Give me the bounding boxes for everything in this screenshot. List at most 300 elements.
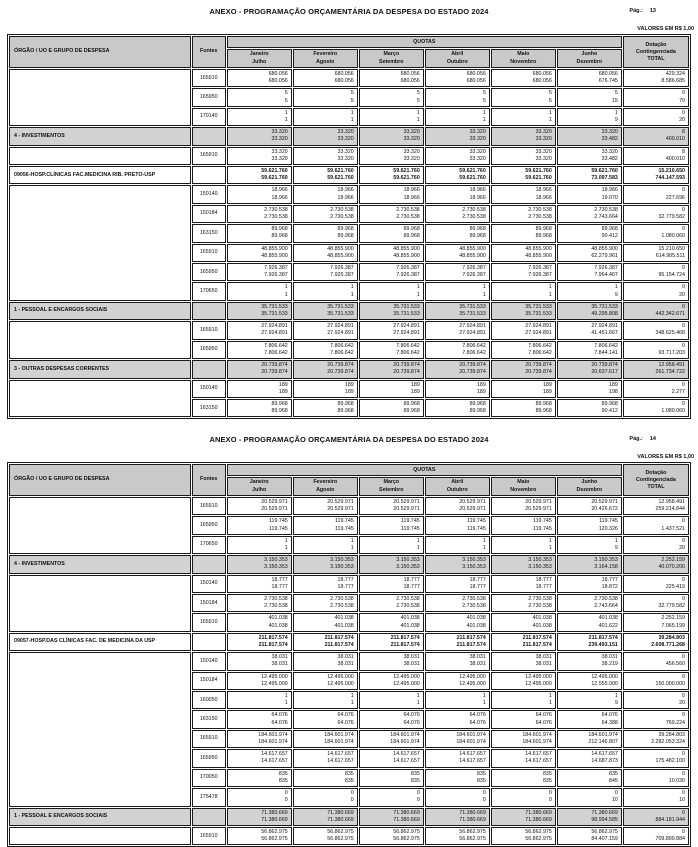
quota-cell [491,360,556,378]
quota-cell [557,166,622,184]
quota-cell [425,108,490,126]
quota-cell [557,516,622,534]
value-line-2: 20 [679,291,685,298]
value-line-2: 14.617.657 [393,758,420,765]
value-line-2: 90.412 [601,233,618,240]
total-cell [623,516,689,534]
value-line-1: 2.730.538 [528,596,552,603]
value-line-2: 1 [284,291,288,298]
report-page-13 [0,0,698,419]
value-line-2: 59.621.760 [393,175,420,182]
value-line-2: 18.966 [403,194,420,201]
value-line-2: 1 [548,545,552,552]
table-row [9,185,689,203]
value-line-1: 835 [344,770,354,777]
value-line-1: 27.924.891 [525,323,552,330]
budget-table [7,462,691,847]
value-line-1: 15.210.650 [658,168,685,175]
value-line-1: 211.817.574 [258,634,288,641]
row-label-empty [9,69,191,126]
value-line-2: 49.295.808 [591,311,618,318]
value-line-1: 14.617.657 [327,751,354,758]
value-line-1: 835 [542,770,552,777]
value-line-1: 2.730.538 [330,206,354,213]
quota-cell [425,594,490,612]
value-line-1: 7.926.387 [330,265,354,272]
total-cell [623,69,689,87]
value-line-2: 89.968 [469,233,486,240]
value-line-2: 261.734.722 [655,369,685,376]
value-line-2: 1 [416,291,420,298]
value-line-1: 0 [614,790,618,797]
value-line-2: 18.966 [469,194,486,201]
value-line-1: 0 [682,596,685,603]
value-line-1: 89.968 [469,400,486,407]
value-line-1: 189 [278,381,288,388]
fonte-code: 150140 [192,575,226,593]
quota-cell [425,652,490,670]
row-label-empty [9,321,191,359]
quota-cell [227,516,292,534]
column-header-fontes: Fontes [192,36,226,68]
value-line-1: 119.745 [533,518,552,525]
value-line-2: 18.777 [337,583,354,590]
value-line-1: 401.038 [598,615,618,622]
total-cell [623,127,689,145]
quota-cell [557,127,622,145]
value-line-2: 400.010 [665,155,685,162]
value-line-2: 3.150.353 [396,564,420,571]
value-line-1: 33.320 [403,148,420,155]
quota-cell [359,69,424,87]
value-line-1: 33.320 [469,129,486,136]
value-line-2: 59.621.760 [459,175,486,182]
column-header-quotas: QUOTAS [227,464,622,476]
value-line-2: 442.342.671 [655,311,685,318]
total-cell [623,613,689,631]
value-line-1: 0 [682,654,685,661]
value-line-2: 32.779.582 [658,603,685,610]
quota-cell [293,205,358,223]
quota-cell [557,594,622,612]
quota-cell [293,730,358,748]
value-line-2: 33.320 [337,155,354,162]
value-line-1: 89.968 [403,226,420,233]
value-line-1: 2.730.538 [594,596,618,603]
value-line-1: 0 [682,381,685,388]
value-line-1: 680.056 [598,71,618,77]
quota-cell [227,749,292,767]
value-line-2: 211.817.574 [456,642,486,649]
fonte-code [192,360,226,378]
quota-cell [359,769,424,787]
value-line-1: 56.862.975 [327,828,354,835]
quota-cell [359,282,424,300]
quota-cell [293,341,358,359]
quota-cell [491,594,556,612]
fonte-code: 165910 [192,497,226,515]
value-line-1: 27.924.891 [327,323,354,330]
total-cell [623,555,689,573]
value-line-2: 71.380.669 [393,816,420,823]
value-line-2: 7.964.467 [594,272,618,279]
total-cell [623,205,689,223]
quota-cell [491,108,556,126]
value-line-1: 835 [278,770,288,777]
value-line-1: 33.320 [601,129,618,136]
value-line-2: 2.730.538 [264,214,288,221]
total-cell [623,282,689,300]
quota-cell [491,710,556,728]
quota-cell [425,575,490,593]
quota-cell [557,244,622,262]
value-line-1: 38.031 [337,654,354,661]
value-line-2: 680.056 [532,78,552,85]
value-line-2: 150.000.000 [655,680,685,687]
value-line-2: 33.320 [535,136,552,143]
value-line-1: 59.621.760 [261,168,288,175]
quota-cell [557,321,622,339]
quota-cell [359,749,424,767]
value-line-1: 71.380.669 [525,809,552,816]
column-header-month-3: Março Setembro [359,49,424,68]
value-line-1: 211.817.574 [390,634,420,641]
total-cell [623,302,689,320]
quota-cell [557,399,622,417]
column-header-month-5: Maio Novembro [491,49,556,68]
value-line-2: 33.320 [403,155,420,162]
quota-cell [491,88,556,106]
total-cell [623,360,689,378]
row-label-empty [9,652,191,806]
value-line-1: 33.320 [271,129,288,136]
quota-cell [425,185,490,203]
quota-cell [227,808,292,826]
value-line-1: 0 [682,187,685,194]
budget-table [7,34,691,419]
value-line-1: 39.284.803 [658,634,685,641]
value-line-2: 20.637.617 [591,369,618,376]
quota-cell [557,730,622,748]
quota-cell [425,633,490,651]
value-line-2: 2.730.538 [462,214,486,221]
value-line-2: 1 [350,545,354,552]
value-line-1: 27.924.891 [261,323,288,330]
value-line-1: 1 [416,109,420,116]
quota-cell [359,788,424,806]
value-line-1: 56.862.975 [591,828,618,835]
quota-cell [491,788,556,806]
value-line-1: 0 [682,323,685,330]
quota-cell [293,672,358,690]
fonte-code: 165910 [192,827,226,845]
value-line-1: 3.150.353 [330,557,354,564]
value-line-2: 89.968 [337,233,354,240]
quota-cell [557,633,622,651]
fonte-code: 160050 [192,691,226,709]
quota-cell [491,224,556,242]
value-line-2: 32.779.582 [658,214,685,221]
value-line-2: 1 [416,117,420,124]
value-line-1: 1 [416,284,420,291]
value-line-1: 189 [476,381,486,388]
value-line-1: 3.150.353 [528,557,552,564]
value-line-2: 12.495.000 [327,680,354,687]
value-line-2: 20.739.874 [393,369,420,376]
value-line-1: 33.320 [337,148,354,155]
column-header-month-1: Janeiro Julho [227,477,292,496]
value-line-1: 20.529.971 [525,499,552,505]
fonte-code: 163150 [192,399,226,417]
value-line-2: 38.219 [601,661,618,668]
value-line-2: 1 [350,291,354,298]
total-cell [623,88,689,106]
value-line-1: 680.056 [532,71,552,77]
value-line-1: 89.968 [535,400,552,407]
quota-cell [359,516,424,534]
value-line-1: 20.529.971 [393,499,420,505]
value-line-1: 0 [682,712,685,719]
value-line-2: 9 [614,117,618,124]
value-line-2: 5 [416,97,420,104]
table-row [9,575,689,593]
quota-cell [425,282,490,300]
value-line-1: 20.739.874 [327,362,354,369]
quota-cell [557,224,622,242]
value-line-1: 1 [284,284,288,291]
value-line-2: 0 [416,797,420,804]
value-line-2: 189 [278,388,288,395]
quota-cell [557,205,622,223]
value-line-1: 48.855.900 [525,245,552,252]
quota-cell [293,769,358,787]
total-cell [623,263,689,281]
quota-cell [557,555,622,573]
value-line-2: 33.320 [403,136,420,143]
value-line-1: 89.968 [271,226,288,233]
quota-cell [293,321,358,339]
value-line-2: 56.862.975 [459,836,486,843]
fonte-code: 150140 [192,652,226,670]
column-header-month-4: Abril Outubro [425,477,490,496]
value-line-2: 401.622 [598,622,618,629]
value-line-1: 8 [682,148,685,155]
value-line-1: 20.529.971 [261,499,288,505]
value-line-2: 3.150.353 [528,564,552,571]
quota-cell [293,69,358,87]
total-cell [623,166,689,184]
value-line-1: 0 [682,751,685,758]
value-line-1: 1 [350,284,354,291]
value-line-2: 14.617.657 [525,758,552,765]
quota-cell [425,321,490,339]
value-line-1: 5 [614,90,618,97]
value-line-1: 401.038 [532,615,552,622]
value-line-1: 0 [682,284,685,291]
quota-cell [227,672,292,690]
quota-cell [293,710,358,728]
quota-cell [425,244,490,262]
value-line-1: 184.601.974 [522,731,552,738]
quota-cell [359,302,424,320]
quota-cell [557,88,622,106]
value-line-2: 89.968 [403,408,420,415]
quota-cell [491,575,556,593]
value-line-1: 14.617.657 [591,751,618,758]
value-line-1: 2.252.159 [661,557,685,564]
value-line-2: 0 [482,797,486,804]
quota-cell [293,127,358,145]
total-cell [623,594,689,612]
value-line-2: 12.555.000 [591,680,618,687]
quota-cell [359,108,424,126]
column-header-fontes: Fontes [192,464,226,496]
value-line-2: 18.966 [271,194,288,201]
value-line-1: 1 [482,693,486,700]
value-line-2: 5 [482,97,486,104]
quota-cell [359,341,424,359]
value-line-1: 33.320 [271,148,288,155]
value-line-1: 18.966 [535,187,552,194]
total-cell [623,769,689,787]
value-line-2: 89.968 [535,233,552,240]
value-line-2: 33.482 [601,136,618,143]
total-cell [623,185,689,203]
page-number-value: 14 [649,436,656,442]
value-line-2: 189 [476,388,486,395]
quota-cell [293,516,358,534]
value-line-2: 59.621.760 [525,175,552,182]
value-line-2: 20.529.971 [393,506,420,513]
total-cell [623,380,689,398]
value-line-1: 71.380.669 [459,809,486,816]
value-line-1: 1 [548,109,552,116]
row-label: 1 - PESSOAL E ENCARGOS SOCIAIS [9,302,191,320]
value-line-1: 7.926.387 [594,265,618,272]
value-line-1: 1 [614,537,618,544]
value-line-1: 1 [284,693,288,700]
value-line-1: 33.320 [601,148,618,155]
table-row [9,147,689,165]
quota-cell [491,652,556,670]
fonte-code: 163150 [192,710,226,728]
value-line-1: 59.621.760 [591,168,618,175]
value-line-2: 7.844.141 [594,349,618,356]
row-label: 1 - PESSOAL E ENCARGOS SOCIAIS [9,808,191,826]
value-line-1: 7.806.642 [594,342,618,349]
value-line-2: 2.743.664 [594,603,618,610]
value-line-2: 7.065.199 [661,622,685,629]
quota-cell [491,769,556,787]
quota-cell [425,749,490,767]
value-line-1: 0 [284,790,288,797]
value-line-2: 119.745 [467,525,486,532]
quota-cell [227,108,292,126]
value-line-1: 56.862.975 [459,828,486,835]
quota-cell [557,691,622,709]
table-row [9,127,689,145]
value-line-2: 7.926.387 [396,272,420,279]
currency-note: VALORES EM R$ 1,00 [637,454,694,460]
value-line-1: 12.495.000 [393,673,420,680]
value-line-1: 184.601.974 [456,731,486,738]
value-line-1: 14.617.657 [525,751,552,758]
value-line-2: 38.031 [535,661,552,668]
value-line-1: 0 [682,400,685,407]
value-line-1: 5 [416,90,420,97]
table-row [9,633,689,651]
value-line-1: 35.731.533 [459,303,486,310]
value-line-1: 184.601.974 [324,731,354,738]
quota-cell [557,827,622,845]
value-line-1: 0 [682,518,685,525]
fonte-code: 165950 [192,88,226,106]
quota-cell [557,749,622,767]
row-label: 09056-HOSP.CLÍNICAS FAC.MEDICINA RIB. PRETO-USP [9,166,191,184]
quota-cell [425,263,490,281]
value-line-2: 19.070 [601,194,618,201]
value-line-2: 835 [476,777,486,784]
quota-cell [293,360,358,378]
value-line-1: 56.862.975 [525,828,552,835]
value-line-2: 401.038 [400,622,420,629]
value-line-2: 89.968 [535,408,552,415]
quota-cell [557,108,622,126]
value-line-2: 456.560 [665,661,685,668]
value-line-1: 1 [614,693,618,700]
quota-cell [557,263,622,281]
value-line-1: 20.739.874 [459,362,486,369]
quota-cell [425,224,490,242]
quota-cell [425,88,490,106]
column-header-orgao: ÓRGÃO / UO E GRUPO DE DESPESA [9,464,191,496]
quota-cell [293,827,358,845]
fonte-code: 150140 [192,380,226,398]
table-row [9,360,689,378]
value-line-1: 89.968 [469,226,486,233]
table-row [9,302,689,320]
quota-cell [293,263,358,281]
value-line-2: 33.320 [535,155,552,162]
quota-cell [293,88,358,106]
value-line-1: 3.150.353 [462,557,486,564]
value-line-1: 0 [682,265,685,272]
value-line-1: 89.968 [337,226,354,233]
value-line-2: 38.031 [469,661,486,668]
fonte-code: 170650 [192,536,226,554]
quota-cell [491,263,556,281]
value-line-2: 38.031 [403,661,420,668]
value-line-2: 1 [548,117,552,124]
value-line-1: 5 [548,90,552,97]
quota-cell [227,321,292,339]
total-cell [623,244,689,262]
value-line-2: 18.777 [469,583,486,590]
value-line-2: 20.529.971 [261,506,288,513]
quota-cell [491,672,556,690]
value-line-2: 20.739.874 [525,369,552,376]
value-line-2: 835 [410,777,420,784]
value-line-1: 1 [548,284,552,291]
value-line-1: 0 [682,206,685,213]
quota-cell [491,166,556,184]
value-line-1: 0 [682,828,685,835]
value-line-1: 64.076 [601,712,618,719]
value-line-2: 84.407.159 [591,836,618,843]
total-cell [623,710,689,728]
value-line-1: 0 [682,673,685,680]
quota-cell [491,282,556,300]
